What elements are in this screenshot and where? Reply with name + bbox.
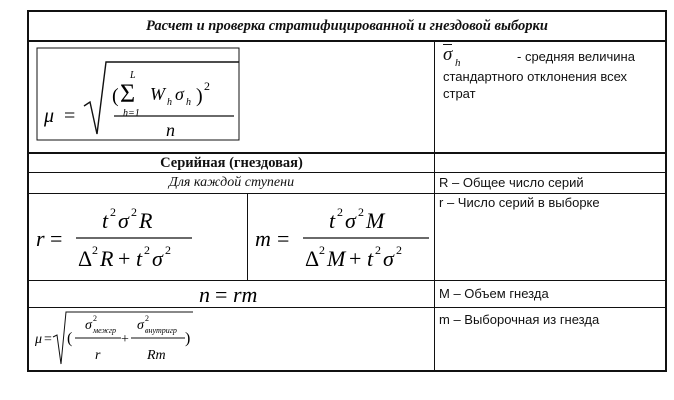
R-note: R – Общее число серий — [439, 175, 584, 190]
sigma-h-note — [443, 46, 663, 102]
sigma-desc-line3: страт — [443, 86, 476, 101]
svg-text:σ: σ — [85, 318, 92, 333]
svg-text:2: 2 — [131, 205, 137, 219]
svg-text:2: 2 — [337, 205, 343, 219]
svg-text:2: 2 — [93, 314, 97, 323]
svg-text:h=1: h=1 — [123, 108, 140, 119]
svg-text:2: 2 — [92, 243, 98, 257]
svg-text:σ: σ — [118, 208, 129, 233]
svg-text:Δ: Δ — [305, 246, 320, 271]
svg-text:Rm: Rm — [147, 348, 166, 363]
svg-text:r: r — [95, 348, 101, 363]
svg-text:2: 2 — [144, 243, 150, 257]
svg-text:h: h — [186, 97, 191, 108]
svg-text:M: M — [327, 246, 346, 271]
svg-text:rm: rm — [233, 282, 258, 307]
svg-text:=: = — [215, 282, 228, 307]
svg-text:): ) — [196, 85, 203, 107]
svg-text:R: R — [139, 208, 153, 233]
svg-text:+: + — [349, 246, 362, 271]
svg-text:=: = — [50, 226, 63, 251]
svg-text:(: ( — [112, 85, 119, 107]
m-formula — [255, 196, 431, 278]
row-divider — [29, 40, 665, 42]
column-divider — [434, 40, 435, 370]
svg-text:t: t — [102, 208, 109, 233]
subtitle-each-stage: Для каждой ступени — [168, 175, 295, 190]
svg-text:σ: σ — [383, 246, 394, 271]
svg-text:2: 2 — [358, 205, 364, 219]
svg-text:(: ( — [67, 330, 73, 347]
svg-text:2: 2 — [145, 314, 149, 323]
svg-text:σ: σ — [345, 208, 356, 233]
svg-text:μ: μ — [35, 332, 43, 347]
sampling-formulas-table — [27, 10, 667, 372]
svg-text:σ: σ — [152, 246, 163, 271]
svg-text:=: = — [64, 105, 76, 127]
svg-text:m: m — [255, 226, 271, 251]
r-note: r – Число серий в выборке — [439, 195, 600, 210]
svg-text:n: n — [166, 120, 175, 140]
sigma-desc-line1: - средняя величина — [517, 49, 635, 64]
svg-text:h: h — [167, 97, 172, 108]
svg-text:R: R — [100, 246, 114, 271]
sigma-desc-line2: стандартного отклонения всех — [443, 69, 628, 84]
svg-text:2: 2 — [375, 243, 381, 257]
svg-text:2: 2 — [204, 79, 210, 93]
svg-text:M: M — [366, 208, 385, 233]
svg-text:+: + — [118, 246, 131, 271]
M-note: M – Объем гнезда — [439, 286, 549, 301]
row-divider — [29, 307, 665, 308]
svg-text:r: r — [36, 226, 45, 251]
svg-text:2: 2 — [165, 243, 171, 257]
svg-text:внутригр: внутригр — [145, 326, 177, 335]
section-serial: Серийная (гнездовая) — [160, 155, 303, 171]
svg-text:μ: μ — [44, 105, 55, 127]
svg-text:n: n — [199, 282, 210, 307]
svg-text:σ: σ — [175, 84, 184, 104]
mu-stratified-formula — [34, 44, 244, 148]
svg-text:2: 2 — [319, 243, 325, 257]
svg-text:W: W — [150, 84, 165, 104]
table-title: Расчет и проверка стратифицированной и гнездовой выборки — [146, 18, 548, 34]
svg-text:t: t — [367, 246, 374, 271]
svg-text:+: + — [121, 332, 129, 347]
svg-text:Δ: Δ — [78, 246, 93, 271]
svg-text:Σ: Σ — [120, 79, 136, 108]
svg-text:=: = — [277, 226, 290, 251]
column-divider — [247, 193, 248, 280]
m-note: m – Выборочная из гнезда — [439, 312, 600, 327]
svg-text:t: t — [136, 246, 143, 271]
svg-text:2: 2 — [110, 205, 116, 219]
sigma-symbol: σ — [443, 44, 453, 65]
svg-text:межгр: межгр — [93, 326, 117, 335]
svg-text:σ: σ — [137, 318, 144, 333]
sigma-subscript: h — [455, 57, 461, 69]
svg-text:L: L — [130, 70, 136, 81]
mu-serial-formula — [33, 309, 213, 369]
svg-text:t: t — [329, 208, 336, 233]
n-formula — [29, 281, 434, 307]
svg-text:): ) — [185, 330, 191, 347]
svg-text:=: = — [44, 332, 52, 347]
r-formula — [34, 196, 244, 278]
svg-text:2: 2 — [396, 243, 402, 257]
